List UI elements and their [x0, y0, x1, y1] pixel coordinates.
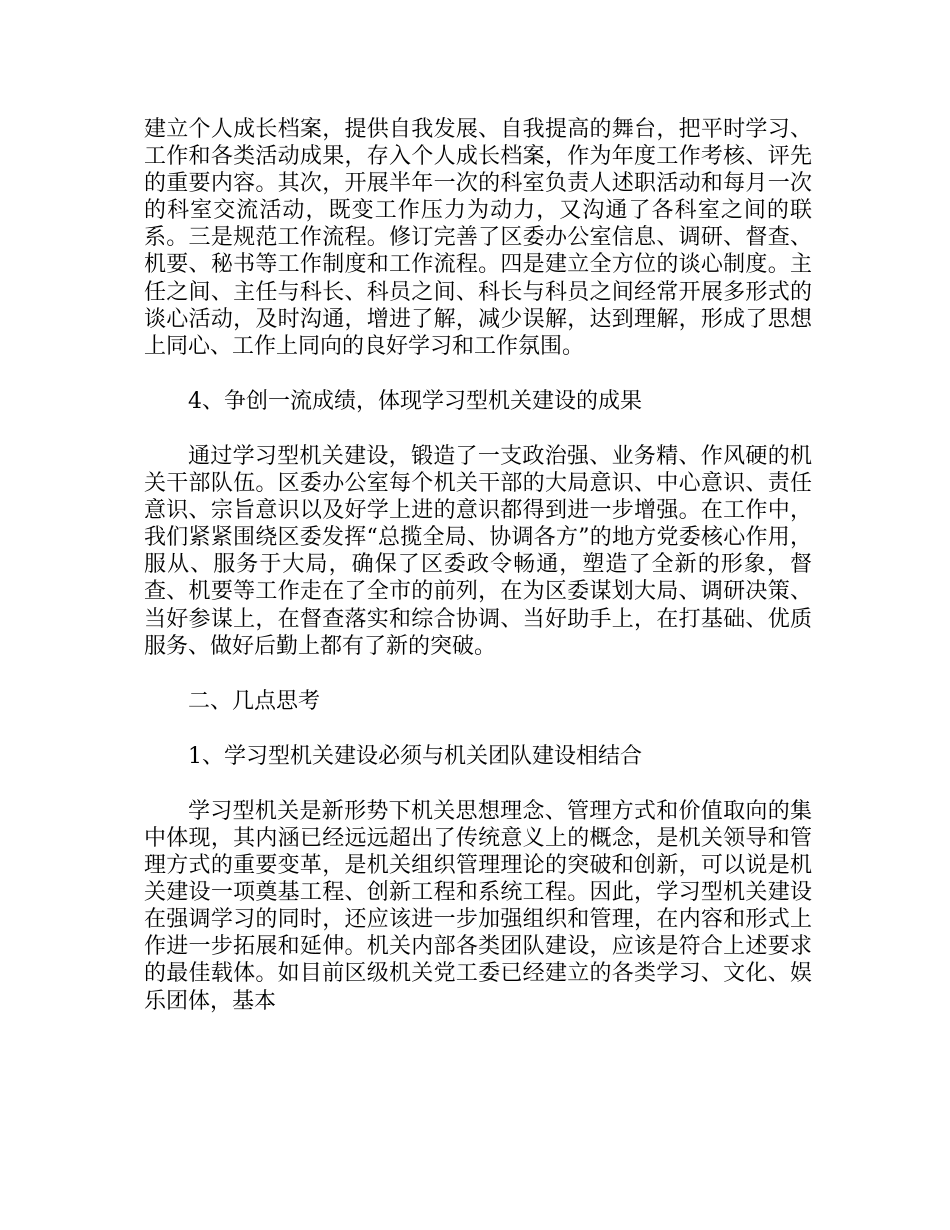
subheading-4: 4、争创一流成绩，体现学习型机关建设的成果 [188, 388, 642, 414]
paragraph-teams: 学习型机关是新形势下机关思想理念、管理方式和价值取向的集中体现，其内涵已经远远超出了传统意义上的概念，是机关领导和管理方式的重要变革，是机关组织管理理论的突破和创新，可以说是机关建设一项奠基工程、创新工程和系统工程。因此，学习型机关建设在强调学习的同时，还应该进一步加强组织和管理，在内容和形式上作进一步拓展和延伸。机关内部各类团队建设，应该是符合上述要求的最佳载体。如目前区级机关党工委已经建立的各类学习、文化、娱乐团体，基本 [144, 798, 812, 1014]
spacer [144, 660, 812, 688]
spacer [144, 715, 812, 743]
paragraph-results: 通过学习型机关建设，锻造了一支政治强、业务精、作风硬的机关干部队伍。区委办公室每个机关干部的大局意识、中心意识、责任意识、宗旨意识以及好学上进的意识都得到进一步增强。在工作中，我们紧紧围绕区委发挥“总揽全局、协调各方”的地方党委核心作用，服从、服务于大局，确保了区委政令畅通，塑造了全新的形象，督查、机要等工作走在了全市的前列，在为区委谋划大局、调研决策、当好参谋上，在督查落实和综合协调、当好助手上，在打基础、优质服务、做好后勤上都有了新的突破。 [144, 443, 812, 659]
paragraph-continued: 建立个人成长档案，提供自我发展、自我提高的舞台，把平时学习、工作和各类活动成果，存入个人成长档案，作为年度工作考核、评先的重要内容。其次，开展半年一次的科室负责人述职活动和每月一次的科室交流活动，既变工作压力为动力，又沟通了各科室之间的联系。三是规范工作流程。修订完善了区委办公室信息、调研、督查、机要、秘书等工作制度和工作流程。四是建立全方位的谈心制度。主任之间、主任与科长、科员之间、科长与科员之间经常开展多形式的谈心活动，及时沟通，增进了解，减少误解，达到理解，形成了思想上同心、工作上同向的良好学习和工作氛围。 [144, 117, 812, 359]
document-page [144, 116, 812, 1015]
spacer [144, 360, 812, 388]
spacer [144, 415, 812, 443]
section-heading-2: 二、几点思考 [188, 688, 321, 714]
spacer [144, 770, 812, 798]
subheading-1: 1、学习型机关建设必须与机关团队建设相结合 [188, 743, 642, 769]
